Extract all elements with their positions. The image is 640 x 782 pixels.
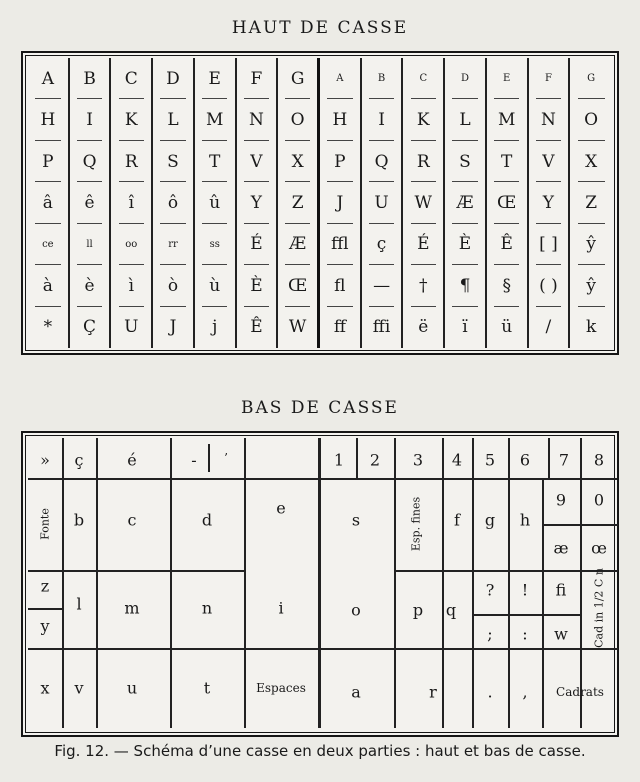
lower-cell-oe: œ: [591, 538, 607, 558]
upper-cell-r1-c1: A: [28, 58, 70, 99]
upper-case-grid: [28, 58, 612, 348]
lower-cell-d2: 2: [369, 450, 381, 470]
upper-cell-r7-c2: Ç: [70, 307, 112, 348]
upper-cell-r1-c8: A: [320, 58, 362, 99]
lower-vline-3: [170, 438, 172, 728]
upper-cell-r2-c2: I: [70, 99, 112, 140]
upper-cell-r2-c3: K: [111, 99, 153, 140]
lower-hline-lower: [28, 648, 618, 650]
upper-cell-r4-c10: W: [403, 182, 445, 223]
upper-cell-r4-c9: U: [362, 182, 404, 223]
upper-cell-r3-c10: R: [403, 141, 445, 182]
lower-vline-4: [244, 438, 246, 728]
upper-cell-r7-c7: W: [278, 307, 320, 348]
figure-caption: Fig. 12. — Schéma d’une casse en deux parties : haut et bas de casse.: [54, 742, 586, 760]
lower-vline-digit-1: [356, 438, 358, 478]
lower-cell-apostrophe: ’: [224, 451, 228, 465]
upper-cell-r2-c10: K: [403, 99, 445, 140]
lower-cell-d3: 3: [412, 450, 424, 470]
lower-cell-comma: ,: [522, 682, 528, 702]
lower-cell-question: ?: [485, 580, 495, 600]
upper-cell-r2-c7: O: [278, 99, 320, 140]
upper-cell-r6-c3: ì: [111, 265, 153, 306]
upper-cell-r5-c14: ŷ: [570, 224, 612, 265]
upper-cell-r1-c5: E: [195, 58, 237, 99]
upper-cell-r6-c1: à: [28, 265, 70, 306]
upper-cell-r1-c13: F: [529, 58, 571, 99]
upper-cell-r2-c6: N: [237, 99, 279, 140]
upper-cell-r1-c4: D: [153, 58, 195, 99]
lower-hline-top-right: [321, 478, 617, 480]
lower-hline-z-y: [28, 608, 62, 610]
lower-case-grid: [28, 438, 612, 730]
upper-cell-r5-c10: É: [403, 224, 445, 265]
upper-cell-r3-c9: Q: [362, 141, 404, 182]
lower-cell-cadratin: Cad in 1/2 C n: [592, 568, 606, 648]
lower-cell-fi: fi: [555, 580, 567, 600]
lower-cell-p: p: [412, 600, 424, 620]
upper-cell-r3-c2: Q: [70, 141, 112, 182]
lower-vline-8: [472, 438, 474, 728]
upper-cell-r4-c11: Æ: [445, 182, 487, 223]
lower-cell-exclaim: !: [521, 580, 529, 600]
lower-cell-semicolon: ;: [487, 624, 493, 644]
upper-cell-r1-c7: G: [278, 58, 320, 99]
lower-case-title: BAS DE CASSE: [241, 398, 399, 418]
upper-cell-r3-c12: T: [487, 141, 529, 182]
upper-cell-r1-c12: E: [487, 58, 529, 99]
upper-cell-r4-c14: Z: [570, 182, 612, 223]
upper-cell-r6-c8: fl: [320, 265, 362, 306]
lower-vline-6: [394, 438, 396, 728]
lower-cell-q: q: [445, 600, 457, 620]
upper-cell-r4-c4: ô: [153, 182, 195, 223]
lower-cell-ae: æ: [553, 538, 569, 558]
upper-cell-r6-c9: —: [362, 265, 404, 306]
lower-vline-2: [96, 438, 98, 728]
lower-cell-h: h: [519, 510, 531, 530]
lower-vline-9: [508, 438, 510, 728]
lower-cell-d: d: [201, 510, 213, 530]
upper-case-board: [22, 52, 618, 354]
upper-cell-r5-c12: Ê: [487, 224, 529, 265]
upper-cell-r7-c12: ü: [487, 307, 529, 348]
lower-cell-cedille: ç: [74, 450, 84, 470]
upper-cell-r6-c4: ò: [153, 265, 195, 306]
upper-cell-r2-c11: L: [445, 99, 487, 140]
lower-cell-b: b: [73, 510, 85, 530]
upper-cell-r1-c3: C: [111, 58, 153, 99]
lower-cell-s: s: [351, 510, 361, 530]
lower-hline-ae-fi: [542, 570, 580, 572]
lower-cell-colon: :: [522, 624, 528, 644]
lower-hline-punct: [472, 614, 542, 616]
upper-cell-r5-c1: ce: [28, 224, 70, 265]
lower-case-board: [22, 432, 618, 736]
upper-cell-r7-c1: *: [28, 307, 70, 348]
lower-cell-d9: 9: [555, 490, 567, 510]
lower-cell-f: f: [454, 510, 460, 530]
upper-cell-r3-c5: T: [195, 141, 237, 182]
upper-cell-r5-c8: ffl: [320, 224, 362, 265]
lower-cell-e-aigu: é: [127, 450, 137, 470]
upper-cell-r4-c5: û: [195, 182, 237, 223]
upper-cell-r2-c8: H: [320, 99, 362, 140]
lower-cell-a: a: [351, 682, 361, 702]
lower-cell-d5: 5: [484, 450, 496, 470]
upper-cell-r6-c13: ( ): [529, 265, 571, 306]
upper-cell-r3-c7: X: [278, 141, 320, 182]
upper-cell-r2-c5: M: [195, 99, 237, 140]
lower-vline-7: [442, 438, 444, 728]
upper-cell-r1-c9: B: [362, 58, 404, 99]
upper-cell-r3-c13: V: [529, 141, 571, 182]
upper-cell-r6-c2: è: [70, 265, 112, 306]
lower-hline-top-left: [28, 478, 318, 480]
lower-hline-mid-right: [394, 570, 542, 572]
upper-cell-r4-c13: Y: [529, 182, 571, 223]
upper-cell-r6-c7: Œ: [278, 265, 320, 306]
lower-cell-w: w: [554, 624, 568, 644]
upper-cell-r4-c6: Y: [237, 182, 279, 223]
lower-cell-g: g: [484, 510, 496, 530]
upper-cell-r7-c6: Ê: [237, 307, 279, 348]
lower-cell-o: o: [351, 600, 361, 620]
upper-cell-r6-c14: ŷ: [570, 265, 612, 306]
lower-cell-n: n: [201, 598, 213, 618]
lower-cell-u: u: [126, 678, 138, 698]
lower-cell-c: c: [127, 510, 137, 530]
upper-cell-r2-c13: N: [529, 99, 571, 140]
upper-cell-r3-c14: X: [570, 141, 612, 182]
upper-cell-r5-c5: ss: [195, 224, 237, 265]
upper-cell-r5-c11: È: [445, 224, 487, 265]
upper-cell-r1-c2: B: [70, 58, 112, 99]
upper-cell-r7-c3: U: [111, 307, 153, 348]
upper-cell-r1-c6: F: [237, 58, 279, 99]
lower-vline-dash-quote: [208, 444, 210, 472]
upper-cell-r2-c12: M: [487, 99, 529, 140]
upper-cell-r3-c8: P: [320, 141, 362, 182]
lower-cell-trait: -: [191, 450, 197, 470]
lower-cell-l: l: [76, 594, 82, 614]
upper-cell-r5-c3: oo: [111, 224, 153, 265]
lower-cell-d0: 0: [593, 490, 605, 510]
upper-cell-r2-c1: H: [28, 99, 70, 140]
lower-vline-separator: [318, 438, 321, 728]
upper-cell-r3-c3: R: [111, 141, 153, 182]
upper-cell-r2-c4: L: [153, 99, 195, 140]
upper-cell-r3-c6: V: [237, 141, 279, 182]
upper-cell-r6-c12: §: [487, 265, 529, 306]
lower-cell-esp-fines: Esp. fines: [409, 496, 423, 552]
upper-cell-r3-c4: S: [153, 141, 195, 182]
upper-cell-r1-c14: G: [570, 58, 612, 99]
lower-cell-point: .: [487, 682, 493, 702]
lower-vline-digit-7: [548, 438, 550, 478]
upper-cell-r7-c9: ffi: [362, 307, 404, 348]
upper-cell-r6-c11: ¶: [445, 265, 487, 306]
lower-cell-z: z: [40, 576, 50, 596]
upper-cell-r3-c11: S: [445, 141, 487, 182]
upper-cell-r4-c7: Z: [278, 182, 320, 223]
lower-cell-espaces: Espaces: [256, 681, 306, 695]
lower-cell-v: v: [74, 678, 84, 698]
lower-hline-0-oe: [580, 524, 618, 526]
upper-cell-r7-c11: ï: [445, 307, 487, 348]
lower-cell-m: m: [124, 598, 140, 618]
upper-cell-r7-c8: ff: [320, 307, 362, 348]
lower-cell-d4: 4: [451, 450, 463, 470]
lower-cell-d1: 1: [333, 450, 345, 470]
upper-cell-r4-c2: ê: [70, 182, 112, 223]
lower-cell-cadrats: Cadrats: [556, 685, 604, 699]
upper-cell-r5-c6: É: [237, 224, 279, 265]
upper-cell-r4-c1: â: [28, 182, 70, 223]
upper-cell-r5-c7: Æ: [278, 224, 320, 265]
lower-cell-guillemet: »: [40, 450, 50, 470]
lower-cell-i: i: [278, 598, 284, 618]
upper-cell-r6-c6: È: [237, 265, 279, 306]
lower-cell-x: x: [40, 678, 50, 698]
upper-cell-r7-c5: j: [195, 307, 237, 348]
lower-cell-fonte: Fonte: [38, 508, 52, 540]
upper-case-title: HAUT DE CASSE: [231, 18, 409, 38]
upper-cell-r5-c13: [ ]: [529, 224, 571, 265]
upper-cell-r4-c8: J: [320, 182, 362, 223]
lower-cell-d6: 6: [519, 450, 531, 470]
lower-hline-fi-w: [542, 614, 580, 616]
upper-cell-r1-c11: D: [445, 58, 487, 99]
upper-cell-r6-c5: ù: [195, 265, 237, 306]
lower-cell-e: e: [276, 498, 286, 518]
lower-cell-d8: 8: [593, 450, 605, 470]
upper-cell-r2-c14: O: [570, 99, 612, 140]
lower-cell-y: y: [40, 616, 50, 636]
upper-cell-r5-c9: ç: [362, 224, 404, 265]
upper-cell-r7-c4: J: [153, 307, 195, 348]
lower-cell-t: t: [203, 678, 211, 698]
upper-cell-r3-c1: P: [28, 141, 70, 182]
upper-cell-r2-c9: I: [362, 99, 404, 140]
upper-cell-r7-c13: /: [529, 307, 571, 348]
lower-vline-10: [542, 478, 544, 728]
upper-cell-r7-c10: ë: [403, 307, 445, 348]
upper-cell-r5-c2: ll: [70, 224, 112, 265]
upper-cell-r1-c10: C: [403, 58, 445, 99]
lower-hline-9-ae: [542, 524, 580, 526]
upper-cell-r4-c3: î: [111, 182, 153, 223]
lower-cell-r: r: [429, 682, 437, 702]
upper-cell-r7-c14: k: [585, 317, 597, 338]
lower-cell-d7: 7: [558, 450, 570, 470]
upper-cell-r6-c10: †: [403, 265, 445, 306]
upper-cell-r5-c4: rr: [153, 224, 195, 265]
lower-vline-1: [62, 438, 64, 728]
lower-hline-mid-left: [28, 570, 244, 572]
upper-cell-r4-c12: Œ: [487, 182, 529, 223]
